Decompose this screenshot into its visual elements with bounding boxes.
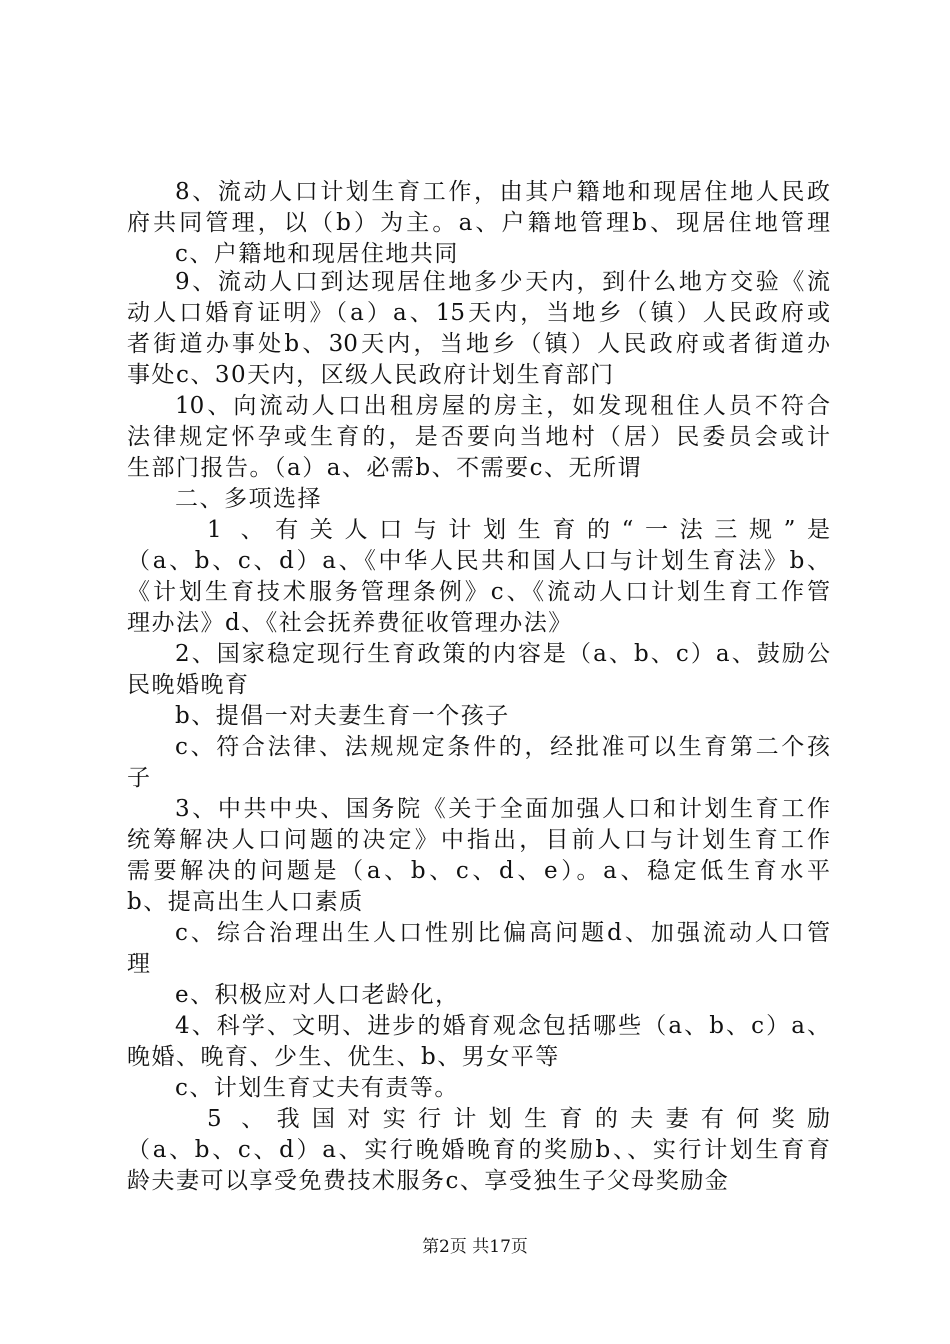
- section-heading: 二、多项选择: [175, 486, 322, 512]
- text-line: 10、向流动人口出租房屋的房主，如发现租住人员不符合: [175, 393, 830, 419]
- text-line: 5 、我国对实行计划生育的夫妻有何奖励: [207, 1106, 830, 1132]
- text-line: 子: [127, 765, 152, 791]
- text-line: 统筹解决人口问题的决定》中指出，目前人口与计划生育工作: [127, 827, 830, 853]
- text-line: （a、b、c、d）a、《中华人民共和国人口与计划生育法》b、: [127, 548, 830, 574]
- text-line: 理: [127, 951, 152, 977]
- text-line: b、提倡一对夫妻生育一个孩子: [175, 703, 510, 729]
- text-line: 1 、有关人口与计划生育的“一法三规”是: [207, 517, 830, 543]
- text-line: 法律规定怀孕或生育的，是否要向当地村（居）民委员会或计: [127, 424, 830, 450]
- text-line: （a、b、c、d）a、实行晚婚晚育的奖励b、、实行计划生育育: [127, 1137, 830, 1163]
- page-number: 第2页 共17页: [422, 1237, 528, 1257]
- text-line: 事处c、30天内，区级人民政府计划生育部门: [127, 362, 615, 388]
- text-line: c、符合法律、法规规定条件的，经批准可以生育第二个孩: [175, 734, 830, 760]
- text-line: 4、科学、文明、进步的婚育观念包括哪些（a、b、c）a、: [175, 1013, 830, 1039]
- text-line: 府共同管理，以（b）为主。a、户籍地管理b、现居住地管理: [127, 210, 830, 236]
- text-line: c、计划生育丈夫有责等。: [175, 1075, 459, 1101]
- text-line: 8、流动人口计划生育工作，由其户籍地和现居住地人民政: [175, 179, 830, 205]
- text-line: 9、流动人口到达现居住地多少天内，到什么地方交验《流: [175, 269, 830, 295]
- text-line: c、综合治理出生人口性别比偏高问题d、加强流动人口管: [175, 920, 830, 946]
- text-line: b、提高出生人口素质: [127, 889, 364, 915]
- text-line: 《计划生育技术服务管理条例》c、《流动人口计划生育工作管: [127, 579, 830, 605]
- text-line: 晚婚、晚育、少生、优生、b、男女平等: [127, 1044, 560, 1070]
- text-line: 龄夫妻可以享受免费技术服务c、享受独生子父母奖励金: [127, 1168, 730, 1194]
- text-line: 3、中共中央、国务院《关于全面加强人口和计划生育工作: [175, 796, 830, 822]
- text-line: e、积极应对人口老龄化，: [175, 982, 460, 1008]
- text-line: 理办法》d、《社会抚养费征收管理办法》: [127, 610, 573, 636]
- text-line: 需要解决的问题是（a、b、c、d、e）。a、稳定低生育水平: [127, 858, 830, 884]
- text-line: 者街道办事处b、30天内，当地乡（镇）人民政府或者街道办: [127, 331, 830, 357]
- text-line: 动人口婚育证明》（a）a、15天内，当地乡（镇）人民政府或: [127, 300, 830, 326]
- text-line: 民晚婚晚育: [127, 672, 250, 698]
- text-line: 2、国家稳定现行生育政策的内容是（a、b、c）a、鼓励公: [175, 641, 830, 667]
- text-line: 生部门报告。（a）a、必需b、不需要c、无所谓: [127, 455, 643, 481]
- text-line: c、户籍地和现居住地共同: [175, 241, 459, 267]
